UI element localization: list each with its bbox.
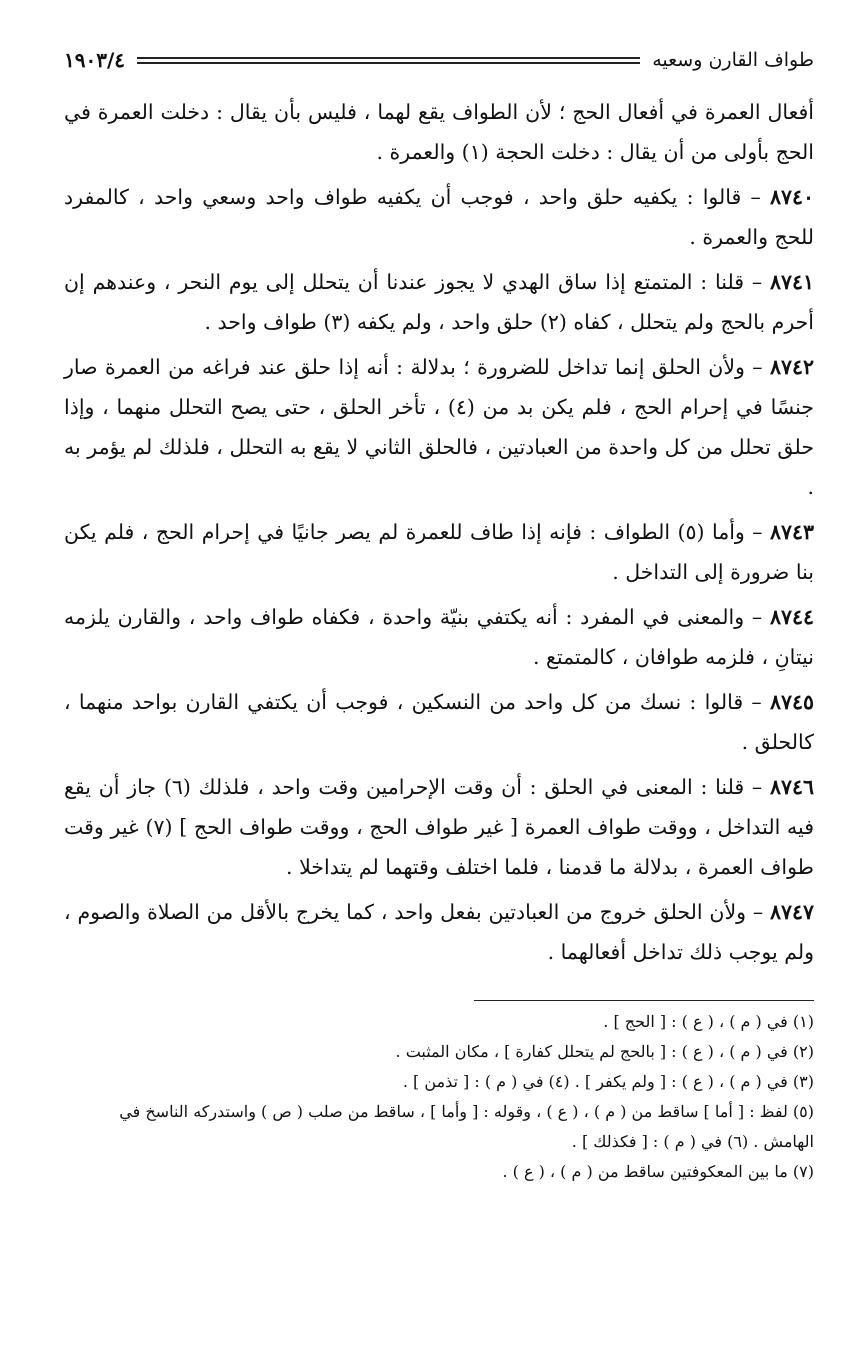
footnote: (٥) لفظ : [ أما ] ساقط من ( م ) ، ( ع ) ، وقوله : [ وأما ] ، ساقط من صلب ( ص ) واستدركه الناسخ في الهامش . (٦) في ( م ) : [ فكذلك ] . xyxy=(119,1102,814,1151)
paragraph xyxy=(64,92,814,172)
page-number: ١٩٠٣/٤ xyxy=(64,48,126,72)
running-title: طواف القارن وسعيه xyxy=(652,49,814,71)
footnote-rule xyxy=(474,1000,814,1001)
paragraph xyxy=(64,347,814,507)
document-page xyxy=(64,40,814,1187)
paragraph-number: ٨٧٤٣ xyxy=(769,520,814,544)
paragraph-text: – قلنا : المعنى في الحلق : أن وقت الإحرامين وقت واحد ، فلذلك (٦) جاز أن يقع فيه التداخل ، ووقت طواف العمرة [ غير طواف الحج ، ووقت طواف الحج ] (٧) غير وقت طواف العمرة ، بدلالة ما قدمنا ، فلما اختلف وقتهما لم يتداخلا . xyxy=(64,775,815,879)
paragraph-number: ٨٧٤٧ xyxy=(769,900,814,924)
paragraph-text: – ولأن الحلق خروج من العبادتين بفعل واحد ، كما يخرج بالأقل من الصلاة والصوم ، ولم يوجب ذلك تداخل أفعالهما . xyxy=(64,900,814,964)
paragraph-text: أفعال العمرة في أفعال الحج ؛ لأن الطواف يقع لهما ، فليس بأن يقال : دخلت العمرة في الحج بأولى من أن يقال : دخلت الحجة (١) والعمرة . xyxy=(64,100,814,164)
paragraph-text: – قلنا : المتمتع إذا ساق الهدي لا يجوز عندنا أن يتحلل إلى يوم النحر ، وعندهم إن أحرم بالحج ولم يتحلل ، كفاه (٢) حلق واحد ، ولم يكفه (٣) طواف واحد . xyxy=(64,270,814,334)
paragraph xyxy=(64,892,814,972)
paragraph-text: – ولأن الحلق إنما تداخل للضرورة ؛ بدلالة : أنه إذا حلق عند فراغه من العمرة صار جنسًا في إحرام الحج ، فلم يكن بد من (٤) ، تأخر الحلق ، حتى يصح التحلل منهما ، وإذا حلق تحلل من كل واحدة من العبادتين ، فالحلق الثاني لا يقع به التحلل ، فلذلك لم يؤمر به . xyxy=(64,355,814,499)
footnote: (٢) في ( م ) ، ( ع ) : [ بالحج لم يتحلل كفارة ] ، مكان المثبت . xyxy=(395,1042,814,1061)
paragraph-number: ٨٧٤٤ xyxy=(769,605,814,629)
footnote: (١) في ( م ) ، ( ع ) : [ الحج ] . xyxy=(603,1012,814,1031)
paragraph xyxy=(64,767,814,887)
footnotes xyxy=(64,1000,814,1187)
paragraph xyxy=(64,177,814,257)
paragraph-text: – وأما (٥) الطواف : فإنه إذا طاف للعمرة لم يصر جانيًا في إحرام الحج ، فلم يكن بنا ضرورة إلى التداخل . xyxy=(64,520,814,584)
footnote: (٧) ما بين المعكوفتين ساقط من ( م ) ، ( ع ) . xyxy=(502,1162,814,1181)
paragraph xyxy=(64,682,814,762)
paragraph-text: – قالوا : يكفيه حلق واحد ، فوجب أن يكفيه طواف واحد وسعي واحد ، كالمفرد للحج والعمرة . xyxy=(64,185,814,249)
paragraph xyxy=(64,512,814,592)
paragraph-text: – قالوا : نسك من كل واحد من النسكين ، فوجب أن يكتفي القارن بواحد منهما ، كالحلق . xyxy=(64,690,814,754)
paragraph-number: ٨٧٤١ xyxy=(769,270,814,294)
footnote: (٣) في ( م ) ، ( ع ) : [ ولم يكفر ] . (٤) في ( م ) : [ تذمن ] . xyxy=(402,1072,814,1091)
body-text xyxy=(64,92,814,972)
paragraph-number: ٨٧٤٢ xyxy=(769,355,814,379)
paragraph-number: ٨٧٤٥ xyxy=(769,690,814,714)
paragraph-text: – والمعنى في المفرد : أنه يكتفي بنيّة واحدة ، فكفاه طواف واحد ، والقارن يلزمه نيتانِ ، فلزمه طوافان ، كالمتمتع . xyxy=(64,605,814,669)
page-header xyxy=(64,40,814,80)
paragraph xyxy=(64,597,814,677)
paragraph-number: ٨٧٤٠ xyxy=(769,185,814,209)
header-rule xyxy=(137,57,640,64)
paragraph-number: ٨٧٤٦ xyxy=(769,775,814,799)
paragraph xyxy=(64,262,814,342)
